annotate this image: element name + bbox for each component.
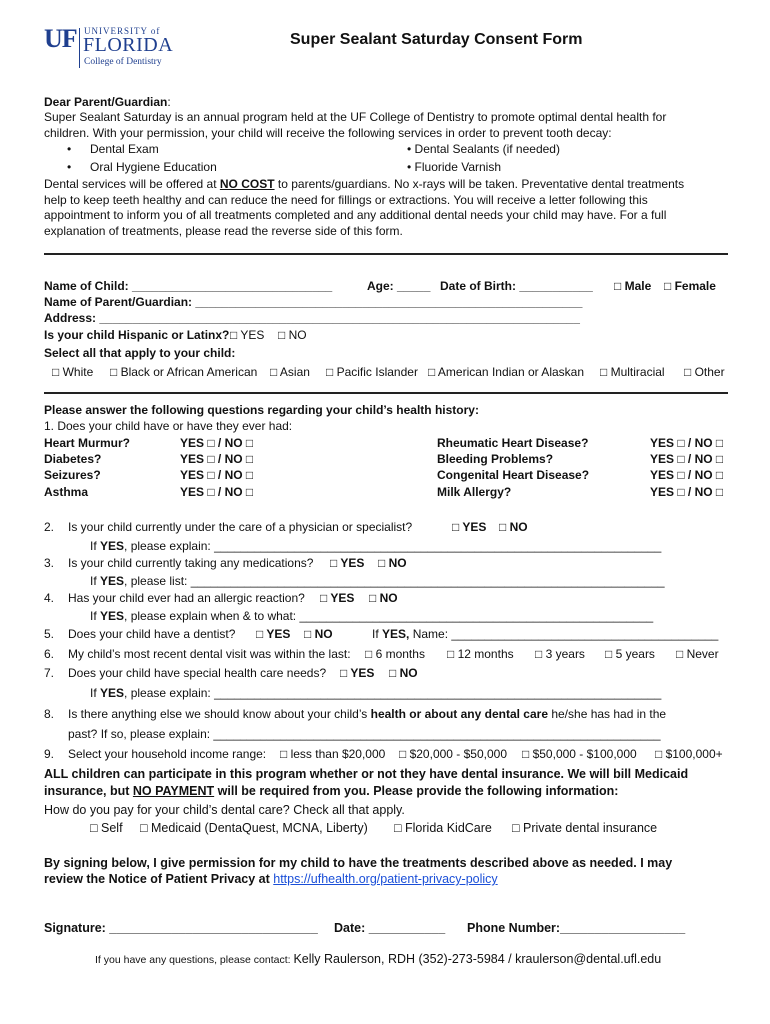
yes-no-milk-allergy[interactable]: YES □ / NO □ xyxy=(650,485,724,499)
intro-line-1: Super Sealant Saturday is an annual program held at the UF College of Dentistry to promote optimal dental health for xyxy=(44,110,667,124)
intro-p2-line-4: explanation of treatments, please read the reverse side of this form. xyxy=(44,224,403,238)
service-fluoride: • Fluoride Varnish xyxy=(407,160,502,174)
q9-20k-50k-checkbox[interactable]: □ $20,000 - $50,000 xyxy=(399,747,507,761)
q6-number: 6. xyxy=(44,647,55,661)
q2-text: Is your child currently under the care of a physician or specialist? xyxy=(68,520,413,534)
q2-if: If xyxy=(90,539,101,553)
q9-over-100k-checkbox[interactable]: □ $100,000+ xyxy=(655,747,723,761)
bullet-1: • xyxy=(67,142,72,156)
q8-bold: health or about any dental care xyxy=(370,707,548,721)
q8-text xyxy=(68,707,666,721)
question-1: 1. Does your child have or have they ever had: xyxy=(44,419,293,433)
condition-congenital: Congenital Heart Disease? xyxy=(437,468,590,482)
name-of-child-field[interactable]: Name of Child: ______________________________ xyxy=(44,279,333,293)
q3-list-rest: , please list: _______________________________________________________________________ xyxy=(124,574,665,588)
q7-if: If xyxy=(90,686,101,700)
q4-explain-rest: , please explain when & to what: _____________________________________________________ xyxy=(124,609,654,623)
bullet-2: • xyxy=(67,160,72,174)
q2-no-checkbox[interactable]: □ NO xyxy=(499,520,528,534)
condition-rheumatic: Rheumatic Heart Disease? xyxy=(437,436,589,450)
consent-line-2 xyxy=(44,872,498,886)
yes-no-seizures[interactable]: YES □ / NO □ xyxy=(180,468,254,482)
q3-list-field[interactable] xyxy=(90,574,665,588)
q9-text: Select your household income range: xyxy=(68,747,267,761)
q5-number: 5. xyxy=(44,627,55,641)
divider-1 xyxy=(44,253,728,255)
q6-3-years-checkbox[interactable]: □ 3 years xyxy=(535,647,585,661)
q7-number: 7. xyxy=(44,666,55,680)
health-heading: Please answer the following questions regarding your child’s health history: xyxy=(44,403,479,417)
hispanic-question: Is your child Hispanic or Latinx? xyxy=(44,328,230,342)
dob-field[interactable]: Date of Birth: ___________ xyxy=(440,279,593,293)
address-field[interactable]: Address: ________________________________________________________________________ xyxy=(44,311,580,325)
q7-explain-rest: , please explain: ___________________________________________________________________ xyxy=(124,686,662,700)
service-dental-sealants: • Dental Sealants (if needed) xyxy=(407,142,560,156)
pay-medicaid-checkbox[interactable]: □ Medicaid (DentaQuest, MCNA, Liberty) xyxy=(140,821,368,835)
race-multiracial-checkbox[interactable]: □ Multiracial xyxy=(600,365,665,379)
greeting-text: Dear Parent/Guardian xyxy=(44,95,168,109)
q6-5-years-checkbox[interactable]: □ 5 years xyxy=(605,647,655,661)
q5-dentist-name-field[interactable] xyxy=(372,627,718,641)
yes-no-bleeding[interactable]: YES □ / NO □ xyxy=(650,452,724,466)
q8-explain-field[interactable]: past? If so, please explain: ___________________________________________________________________ xyxy=(68,727,661,741)
q9-50k-100k-checkbox[interactable]: □ $50,000 - $100,000 xyxy=(522,747,637,761)
q2-yes-checkbox[interactable]: □ YES xyxy=(452,520,487,534)
q7-no-checkbox[interactable]: □ NO xyxy=(389,666,418,680)
q2-yes-word: YES xyxy=(100,539,125,553)
pay-private-insurance-checkbox[interactable]: □ Private dental insurance xyxy=(512,821,658,835)
q7-explain-field[interactable] xyxy=(90,686,661,700)
ins-a: insurance, but xyxy=(44,784,133,798)
intro-p2-line-1 xyxy=(44,177,684,191)
age-field[interactable]: Age: _____ xyxy=(367,279,431,293)
male-checkbox[interactable]: □ Male xyxy=(614,279,652,293)
name-of-parent-field[interactable]: Name of Parent/Guardian: __________________________________________________________ xyxy=(44,295,583,309)
q7-yes-word: YES xyxy=(100,686,125,700)
consent-line-2-text: review the Notice of Patient Privacy at xyxy=(44,872,274,886)
greeting-colon: : xyxy=(167,95,171,109)
q4-text: Has your child ever had an allergic reaction? xyxy=(68,591,305,605)
privacy-policy-link[interactable]: https://ufhealth.org/patient-privacy-policy xyxy=(273,872,498,886)
service-oral-hygiene: Oral Hygiene Education xyxy=(90,160,217,174)
race-asian-checkbox[interactable]: □ Asian xyxy=(270,365,310,379)
insurance-line-1: ALL children can participate in this program whether or not they have dental insurance. We will bill Medicaid xyxy=(44,767,689,781)
service-dental-exam: Dental Exam xyxy=(90,142,159,156)
q5-yes-word: YES, xyxy=(382,627,410,641)
q8-b: he/she has had in the xyxy=(548,707,667,721)
intro-line-2: children. With your permission, your child will receive the following services in order to prevent tooth decay: xyxy=(44,126,612,140)
select-all-label: Select all that apply to your child: xyxy=(44,346,236,360)
q4-if: If xyxy=(90,609,101,623)
consent-line-1: By signing below, I give permission for my child to have the treatments described above as needed. I may xyxy=(44,856,673,870)
condition-asthma: Asthma xyxy=(44,485,89,499)
q5-no-checkbox[interactable]: □ NO xyxy=(304,627,333,641)
logo-university: UNIVERSITY of xyxy=(84,26,161,36)
logo-divider xyxy=(79,28,80,68)
p2-b: to parents/guardians. No x-rays will be taken. Preventative dental treatments xyxy=(274,177,685,191)
contact-label: If you have any questions, please contact: xyxy=(95,954,294,966)
no-payment: NO PAYMENT xyxy=(132,784,215,798)
date-field[interactable]: Date: ___________ xyxy=(334,921,446,935)
q3-yes-checkbox[interactable]: □ YES xyxy=(330,556,365,570)
pay-self-checkbox[interactable]: □ Self xyxy=(90,821,123,835)
condition-diabetes: Diabetes? xyxy=(44,452,102,466)
contact-value: Kelly Raulerson, RDH (352)-273-5984 / kraulerson@dental.ufl.edu xyxy=(293,952,662,966)
q4-yes-checkbox[interactable]: □ YES xyxy=(320,591,355,605)
yes-no-asthma[interactable]: YES □ / NO □ xyxy=(180,485,254,499)
q3-no-checkbox[interactable]: □ NO xyxy=(378,556,407,570)
condition-milk-allergy: Milk Allergy? xyxy=(437,485,512,499)
yes-no-diabetes[interactable]: YES □ / NO □ xyxy=(180,452,254,466)
q5-if: If xyxy=(372,627,383,641)
page-title: Super Sealant Saturday Consent Form xyxy=(290,31,583,48)
no-cost: NO COST xyxy=(219,177,275,191)
yes-no-congenital[interactable]: YES □ / NO □ xyxy=(650,468,724,482)
race-pacific-checkbox[interactable]: □ Pacific Islander xyxy=(326,365,418,379)
q5-yes-checkbox[interactable]: □ YES xyxy=(256,627,291,641)
q2-explain-rest: , please explain: ___________________________________________________________________ xyxy=(124,539,662,553)
q3-number: 3. xyxy=(44,556,55,570)
intro-p2-line-2: help to keep teeth healthy and can reduce the need for fillings or extractions. You will receive a letter following this xyxy=(44,193,648,207)
race-black-checkbox[interactable]: □ Black or African American xyxy=(110,365,258,379)
q8-number: 8. xyxy=(44,707,55,721)
q7-yes-checkbox[interactable]: □ YES xyxy=(340,666,375,680)
logo-college: College of Dentistry xyxy=(84,57,162,67)
greeting xyxy=(44,95,171,109)
ins-b: will be required from you. Please provide the following information: xyxy=(214,784,619,798)
q7-text: Does your child have special health care needs? xyxy=(68,666,327,680)
q3-text: Is your child currently taking any medications? xyxy=(68,556,314,570)
q2-explain-field[interactable] xyxy=(90,539,661,553)
condition-heart-murmur: Heart Murmur? xyxy=(44,436,131,450)
q6-never-checkbox[interactable]: □ Never xyxy=(676,647,719,661)
hispanic-no-checkbox[interactable]: □ NO xyxy=(278,328,307,342)
q4-no-checkbox[interactable]: □ NO xyxy=(369,591,398,605)
condition-bleeding: Bleeding Problems? xyxy=(437,452,554,466)
q9-under-20k-checkbox[interactable]: □ less than $20,000 xyxy=(280,747,386,761)
q8-a: Is there anything else we should know about your child’s xyxy=(68,707,371,721)
q4-yes-word: YES xyxy=(100,609,125,623)
q5-text: Does your child have a dentist? xyxy=(68,627,236,641)
insurance-question: How do you pay for your child’s dental care? Check all that apply. xyxy=(44,803,405,817)
logo-uf-mark: UF xyxy=(44,24,77,53)
race-white-checkbox[interactable]: □ White xyxy=(52,365,94,379)
female-checkbox[interactable]: □ Female xyxy=(664,279,716,293)
q5-name-rest: Name: ________________________________________ xyxy=(409,627,719,641)
condition-seizures: Seizures? xyxy=(44,468,101,482)
hispanic-yes-checkbox[interactable]: □ YES xyxy=(230,328,265,342)
footer-contact xyxy=(95,950,661,968)
q6-text: My child’s most recent dental visit was within the last: xyxy=(68,647,351,661)
q4-explain-field[interactable] xyxy=(90,609,653,623)
insurance-line-2 xyxy=(44,784,618,798)
yes-no-rheumatic[interactable]: YES □ / NO □ xyxy=(650,436,724,450)
q3-yes-word: YES xyxy=(100,574,125,588)
p2-a: Dental services will be offered at xyxy=(44,177,220,191)
q2-number: 2. xyxy=(44,520,55,534)
pay-kidcare-checkbox[interactable]: □ Florida KidCare xyxy=(394,821,492,835)
phone-number-field[interactable]: Phone Number:__________________ xyxy=(467,921,686,935)
intro-p2-line-3: appointment to inform you of all treatments completed and any additional dental needs your child may have. For a full xyxy=(44,208,667,222)
race-american-indian-checkbox[interactable]: □ American Indian or Alaskan xyxy=(428,365,584,379)
divider-2 xyxy=(44,392,728,394)
q6-6-months-checkbox[interactable]: □ 6 months xyxy=(365,647,425,661)
yes-no-heart-murmur[interactable]: YES □ / NO □ xyxy=(180,436,254,450)
q3-if: If xyxy=(90,574,101,588)
race-other-checkbox[interactable]: □ Other xyxy=(684,365,725,379)
q4-number: 4. xyxy=(44,591,55,605)
signature-field[interactable]: Signature: ______________________________ xyxy=(44,921,318,935)
q6-12-months-checkbox[interactable]: □ 12 months xyxy=(447,647,514,661)
q9-number: 9. xyxy=(44,747,55,761)
logo-florida: FLORIDA xyxy=(83,34,174,56)
